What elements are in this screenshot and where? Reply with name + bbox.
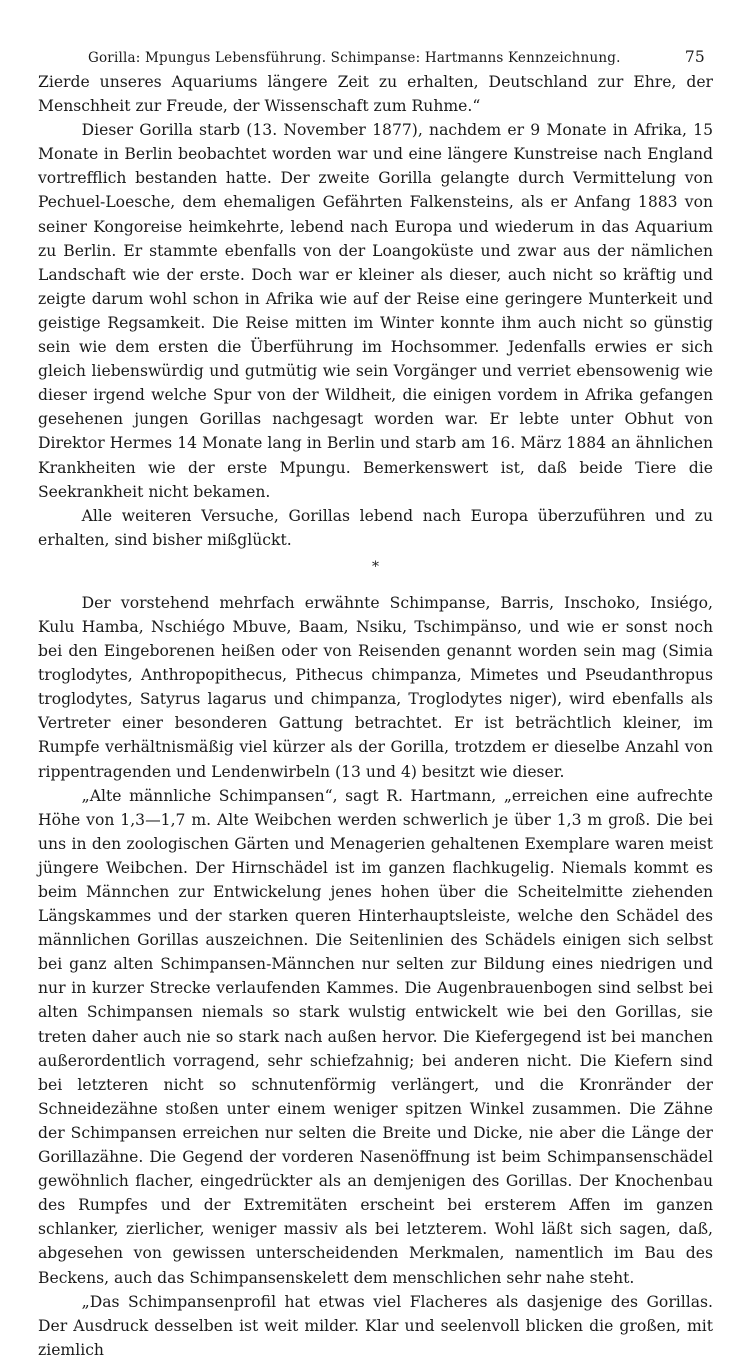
- section-separator: *: [372, 558, 379, 575]
- paragraph: Zierde unseres Aquariums längere Zeit zu erhalten, Deutschland zur Ehre, der Menschheit zur Freude, der Wissenschaft zum Ruhme.“: [38, 73, 713, 116]
- body-text: [38, 70, 713, 1362]
- paragraph: Alle weiteren Versuche, Gorillas lebend nach Europa überzuführen und zu erhalten, sind bisher mißglückt.: [38, 506, 713, 549]
- page-number: 75: [684, 48, 705, 66]
- paragraph: „Alte männliche Schimpansen“, sagt R. Hartmann, „erreichen eine aufrechte Höhe von 1,3—1,7 m. Alte Weibchen werden schwerlich je über 1,3 m groß. Die bei uns in den zoologischen Gärten und Menagerien gehaltenen Exemplare waren meist jüngere Weibchen. Der Hirnschädel ist im ganzen flachkugelig. Niemals kommt es beim Männchen zur Entwickelung jenes hohen über die Scheitelmitte ziehenden Längskammes und der starken queren Hinterhauptsleiste, welche den Schädel des männlichen Gorillas auszeichnen. Die Seitenlinien des Schädels einigen sich selbst bei ganz alten Schimpansen-Männchen nur selten zur Bildung eines niedrigen und nur in kurzer Strecke verlaufenden Kammes. Die Augenbrauenbogen sind selbst bei alten Schimpansen niemals so stark wulstig entwickelt wie bei den Gorillas, sie treten daher auch nie so stark nach außen hervor. Die Kiefergegend ist bei manchen außerordentlich vorragend, sehr schiefzahnig; bei anderen nicht. Die Kiefern sind bei letzteren nicht so schnutenförmig verlängert, und die Kronränder der Schneidezähne stoßen unter einem weniger spitzen Winkel zusammen. Die Zähne der Schimpansen erreichen nur selten die Breite und Dicke, nie aber die Länge der Gorillazähne. Die Gegend der vorderen Nasenöffnung ist beim Schimpansenschädel gewöhnlich flacher, eingedrückter als an demjenigen des Gorillas. Der Knochenbau des Rumpfes und der Extremitäten erscheint bei ersterem Affen im ganzen schlanker, zierlicher, weniger massiv als bei letzterem. Wohl läßt sich sagen, daß, abgesehen von gewissen unterscheidenden Merkmalen, namentlich im Bau des Beckens, auch das Schimpansenskelett dem menschlichen sehr nahe steht.: [38, 786, 713, 1287]
- paragraph: Dieser Gorilla starb (13. November 1877), nachdem er 9 Monate in Afrika, 15 Monate in Berlin beobachtet worden war und eine längere Kunstreise nach England vortrefflich bestanden hatte. Der zweite Gorilla gelangte durch Vermittelung von Pechuel-Loesche, dem ehemaligen Gefährten Falkensteins, als er Anfang 1883 von seiner Kongoreise heimkehrte, lebend nach Europa und wiederum in das Aquarium zu Berlin. Er stammte ebenfalls von der Loangoküste und zwar aus der nämlichen Landschaft wie der erste. Doch war er kleiner als dieser, auch nicht so kräftig und zeigte darum wohl schon in Afrika wie auf der Reise eine geringere Munterkeit und geistige Regsamkeit. Die Reise mitten im Winter konnte ihm auch nicht so günstig sein wie dem ersten die Überführung im Hochsommer. Jedenfalls erwies er sich gleich liebenswürdig und gutmütig wie sein Vorgänger und verriet ebensowenig wie dieser irgend welche Spur von der Wildheit, die einigen vordem in Afrika gefangen gesehenen jungen Gorillas nachgesagt worden war. Er lebte unter Obhut von Direktor Hermes 14 Monate lang in Berlin und starb am 16. März 1884 an ähnlichen Krankheiten wie der erste Mpungu. Bemerkenswert ist, daß beide Tiere die Seekrankheit nicht bekamen.: [38, 121, 713, 501]
- running-head: Gorilla: Mpungus Lebensführung. Schimpanse: Hartmanns Kennzeichnung.: [88, 50, 621, 66]
- paragraph: „Das Schimpansenprofil hat etwas viel Flacheres als dasjenige des Gorillas. Der Ausdruck desselben ist weit milder. Klar und seelenvoll blicken die großen, mit ziemlich: [38, 1292, 713, 1359]
- page-header: [38, 42, 713, 70]
- paragraph: Der vorstehend mehrfach erwähnte Schimpanse, Barris, Inschoko, Insiégo, Kulu Hamba, Nschiégo Mbuve, Baam, Nsiku, Tschimpänso, und wie er sonst noch bei den Eingeborenen heißen oder von Reisenden genannt worden sein mag (Simia troglodytes, Anthropopithecus, Pithecus chimpanza, Mimetes und Pseudanthropus troglodytes, Satyrus lagarus und chimpanza, Troglodytes niger), wird ebenfalls als Vertreter einer besonderen Gattung betrachtet. Er ist beträchtlich kleiner, im Rumpfe verhältnismäßig viel kürzer als der Gorilla, trotzdem er dieselbe Anzahl von rippentragenden und Lendenwirbeln (13 und 4) besitzt wie dieser.: [38, 593, 713, 781]
